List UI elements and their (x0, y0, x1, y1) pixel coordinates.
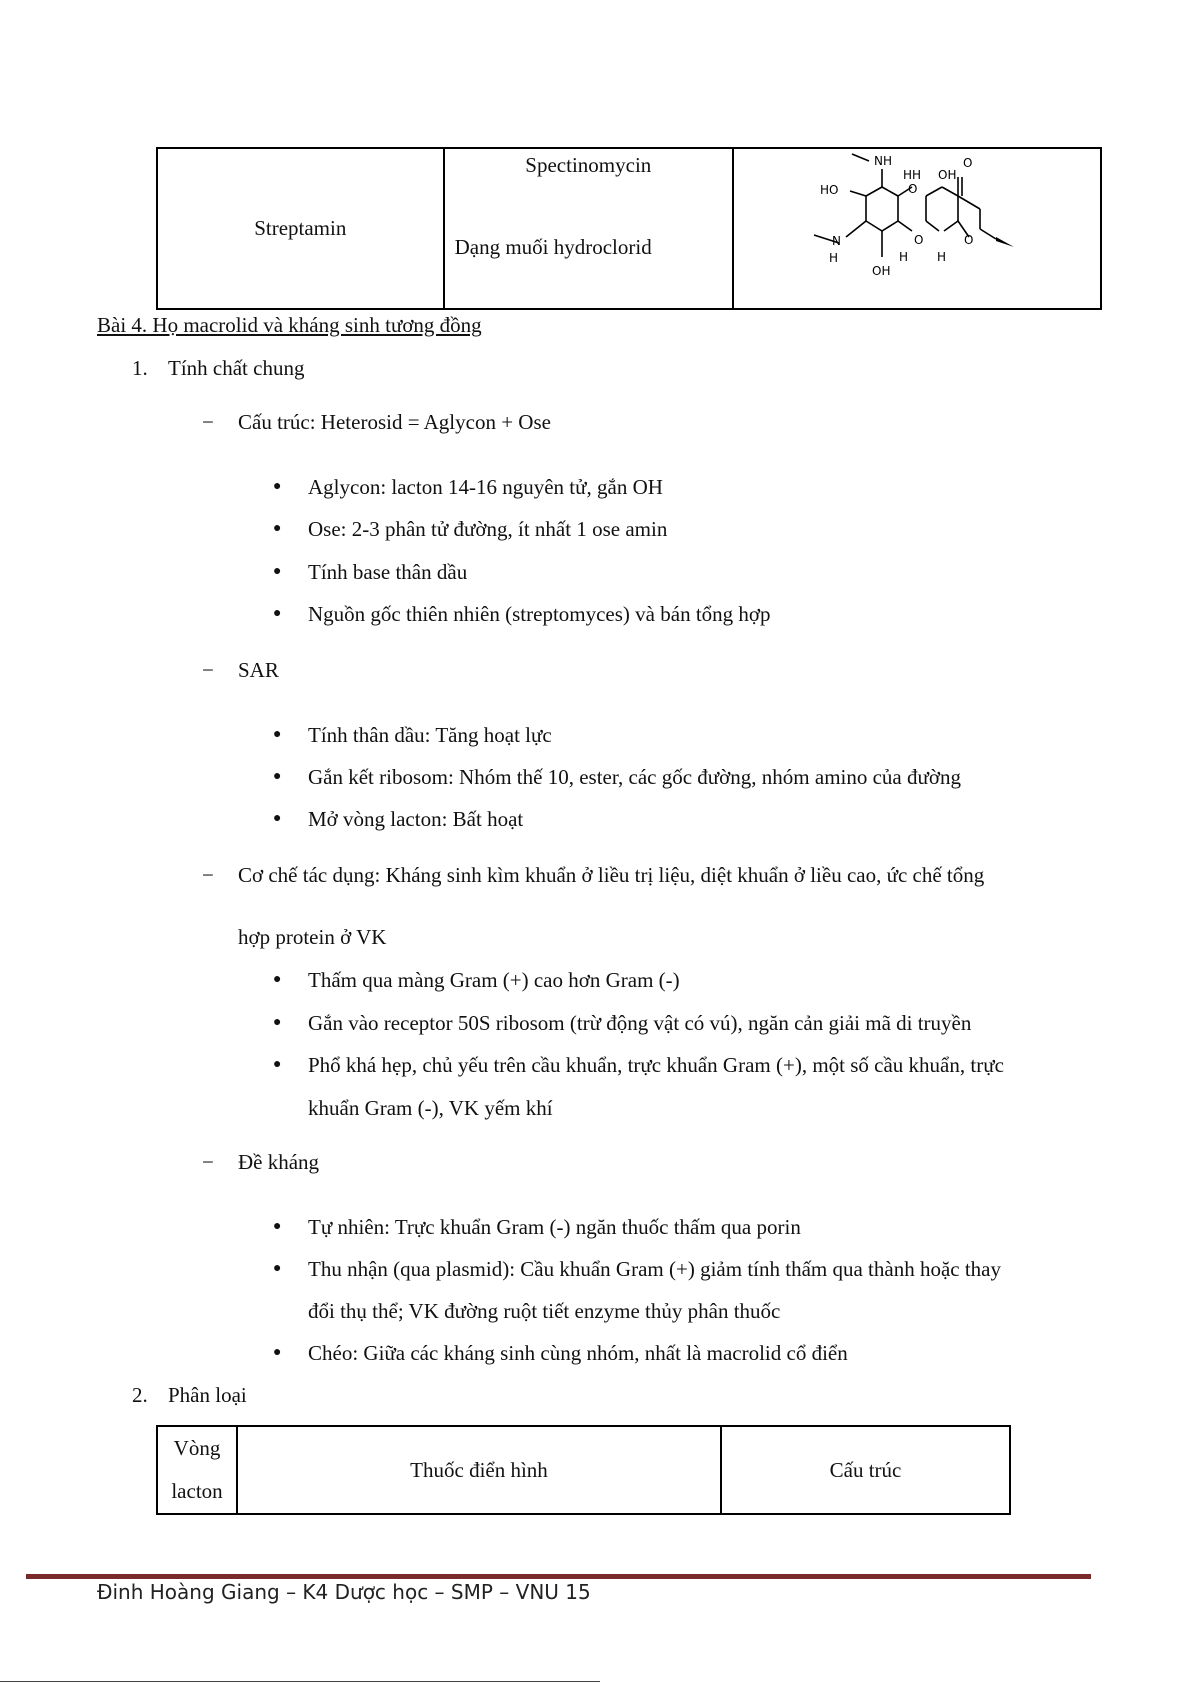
page-bottom-rule (0, 1681, 600, 1682)
streptamin-cell (157, 148, 444, 309)
dash-resistance: − (202, 1150, 214, 1174)
structure-label-o4: O (964, 233, 974, 247)
sar-bullet: Mở vòng lacton: Bất hoạt (308, 807, 524, 831)
lacton-header-line1: Vòng (173, 1436, 221, 1460)
resistance-line: Đề kháng (238, 1150, 320, 1174)
item2-number: 2. (132, 1383, 148, 1407)
bullet-dot: ● (273, 606, 282, 621)
bullet-dot: ● (273, 972, 282, 987)
sar-bullet: Tính thân dầu: Tăng hoạt lực (308, 723, 552, 747)
spectinomycin-form: Dạng muối hydroclorid (454, 235, 652, 259)
structure-header-label: Cấu trúc (829, 1457, 902, 1482)
streptamin-label: Streptamin (254, 216, 347, 240)
structure-label-h4: H (937, 250, 947, 264)
structure-label-ho: HO (820, 183, 839, 197)
bullet-dot: ● (273, 521, 282, 536)
structure-label-o1: O (963, 156, 973, 170)
structure-header (721, 1426, 1010, 1514)
structure-label-o2: O (908, 182, 918, 196)
resistance-bullet-cont: đổi thụ thể; VK đường ruột tiết enzyme thủy phân thuốc (308, 1299, 781, 1323)
dash-structure: − (202, 410, 214, 434)
spectinomycin-structure-cell (733, 148, 1101, 309)
mechanism-bullet: Gắn vào receptor 50S ribosom (trừ động vật có vú), ngăn cản giải mã di truyền (308, 1011, 972, 1035)
spectinomycin-cell (444, 148, 733, 309)
bullet-dot: ● (273, 1057, 282, 1072)
bullet-dot: ● (273, 811, 282, 826)
spectinomycin-structure (734, 149, 1100, 308)
bullet-dot: ● (273, 1345, 282, 1360)
top-table (156, 147, 1102, 310)
structure-label-o3: O (914, 233, 924, 247)
mechanism-line-1: Cơ chế tác dụng: Kháng sinh kìm khuẩn ở liều trị liệu, diệt khuẩn ở liều cao, ức chế tổng (238, 863, 985, 887)
sar-bullet: Gắn kết ribosom: Nhóm thế 10, ester, các gốc đường, nhóm amino của đường (308, 765, 961, 789)
item2-label: Phân loại (168, 1383, 247, 1407)
bullet-dot: ● (273, 769, 282, 784)
mechanism-bullet: Phổ khá hẹp, chủ yếu trên cầu khuẩn, trực khuẩn Gram (+), một số cầu khuẩn, trực (308, 1053, 1004, 1077)
dash-mechanism: − (202, 863, 214, 887)
structure-label-h1: H (903, 168, 913, 182)
mechanism-bullet: Thấm qua màng Gram (+) cao hơn Gram (-) (308, 968, 680, 992)
structure-label-h5: H (912, 168, 922, 182)
lacton-ring-header (157, 1426, 237, 1514)
bullet-dot: ● (273, 1219, 282, 1234)
structure-bullet: Tính base thân dầu (308, 560, 468, 584)
bullet-dot: ● (273, 1015, 282, 1030)
structure-label-h2: H (829, 251, 839, 265)
item1-number: 1. (132, 356, 148, 380)
mechanism-line-2: hợp protein ở VK (238, 925, 387, 949)
resistance-bullet: Thu nhận (qua plasmid): Cầu khuẩn Gram (+) giảm tính thấm qua thành hoặc thay (308, 1257, 1001, 1281)
dash-sar: − (202, 658, 214, 682)
section-title: Bài 4. Họ macrolid và kháng sinh tương đồng (97, 313, 482, 337)
spectinomycin-name: Spectinomycin (525, 153, 652, 177)
typical-drug-label: Thuốc điển hình (410, 1457, 548, 1482)
structure-label-h3: H (899, 250, 909, 264)
structure-label-n: N (832, 234, 841, 248)
sar-line: SAR (238, 658, 279, 682)
mechanism-bullet-cont: khuẩn Gram (-), VK yếm khí (308, 1096, 553, 1120)
resistance-bullet: Chéo: Giữa các kháng sinh cùng nhóm, nhất là macrolid cổ điển (308, 1341, 848, 1365)
bullet-dot: ● (273, 1261, 282, 1276)
bullet-dot: ● (273, 727, 282, 742)
structure-bullet: Nguồn gốc thiên nhiên (streptomyces) và bán tổng hợp (308, 602, 771, 626)
classification-table (156, 1425, 1011, 1515)
resistance-bullet: Tự nhiên: Trực khuẩn Gram (-) ngăn thuốc thấm qua porin (308, 1215, 801, 1239)
footer-divider (26, 1574, 1091, 1579)
structure-label-oh2: OH (872, 264, 891, 278)
structure-label-nh: NH (874, 154, 892, 168)
lacton-header-line2: lacton (171, 1479, 223, 1503)
structure-label-oh1: OH (938, 168, 957, 182)
bullet-dot: ● (273, 564, 282, 579)
structure-line: Cấu trúc: Heterosid = Aglycon + Ose (238, 410, 551, 434)
bullet-dot: ● (273, 479, 282, 494)
structure-bullet: Aglycon: lacton 14-16 nguyên tử, gắn OH (308, 475, 663, 499)
item1-label: Tính chất chung (168, 356, 305, 380)
footer-text: Đinh Hoàng Giang – K4 Dược học – SMP – VNU 15 (97, 1580, 591, 1604)
structure-bullet: Ose: 2-3 phân tử đường, ít nhất 1 ose amin (308, 517, 668, 541)
typical-drug-header (237, 1426, 721, 1514)
